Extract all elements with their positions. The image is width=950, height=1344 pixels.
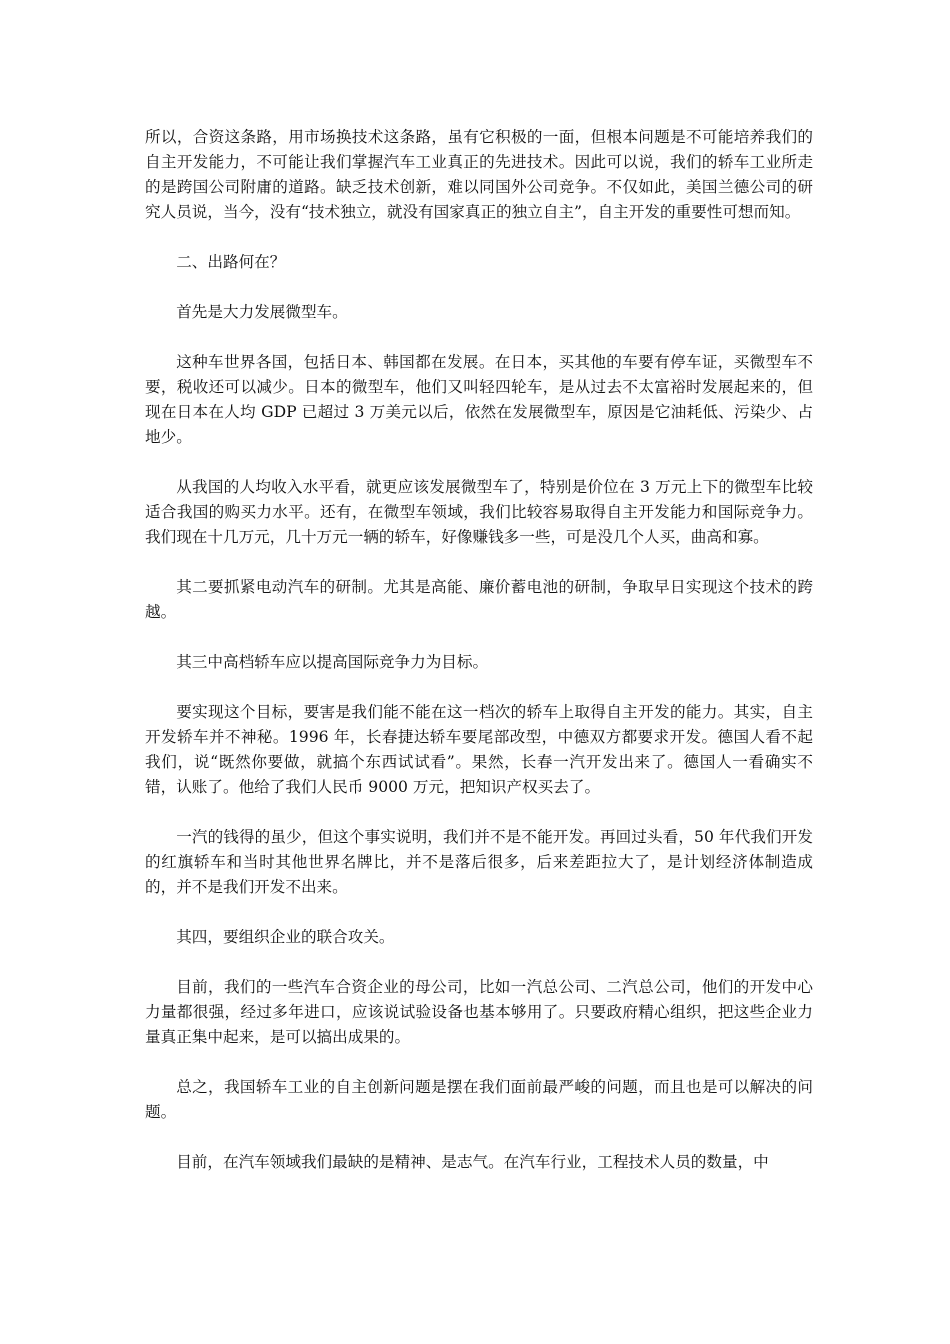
paragraph: 总之，我国轿车工业的自主创新问题是摆在我们面前最严峻的问题，而且也是可以解决的问题。 bbox=[145, 1078, 813, 1121]
paragraph: 其四，要组织企业的联合攻关。 bbox=[176, 928, 395, 946]
paragraph: 其二要抓紧电动汽车的研制。尤其是高能、廉价蓄电池的研制，争取早日实现这个技术的跨越。 bbox=[145, 578, 813, 621]
paragraph: 首先是大力发展微型车。 bbox=[176, 303, 348, 321]
document-body bbox=[145, 125, 813, 1200]
section-heading: 二、出路何在？ bbox=[176, 253, 286, 271]
paragraph: 所以，合资这条路，用市场换技术这条路，虽有它积极的一面，但根本问题是不可能培养我们的自主开发能力，不可能让我们掌握汽车工业真正的先进技术。因此可以说，我们的轿车工业所走的是跨国公司附庸的道路。缺乏技术创新，难以同国外公司竞争。不仅如此，美国兰德公司的研究人员说，当今，没有“技术独立，就没有国家真正的独立自主”，自主开发的重要性可想而知。 bbox=[145, 128, 813, 221]
paragraph: 目前，在汽车领域我们最缺的是精神、是志气。在汽车行业，工程技术人员的数量，中 bbox=[176, 1153, 769, 1171]
paragraph: 要实现这个目标，要害是我们能不能在这一档次的轿车上取得自主开发的能力。其实，自主开发轿车并不神秘。1996 年，长春捷达轿车要尾部改型，中德双方都要求开发。德国人看不起我们，说“既然你要做，就搞个东西试试看”。果然，长春一汽开发出来了。德国人一看确实不错，认账了。他给了我们人民币 9000 万元，把知识产权买去了。 bbox=[145, 703, 813, 796]
paragraph: 目前，我们的一些汽车合资企业的母公司，比如一汽总公司、二汽总公司，他们的开发中心力量都很强，经过多年进口，应该说试验设备也基本够用了。只要政府精心组织，把这些企业力量真正集中起来，是可以搞出成果的。 bbox=[145, 978, 813, 1046]
paragraph: 其三中高档轿车应以提高国际竞争力为目标。 bbox=[176, 653, 489, 671]
paragraph: 从我国的人均收入水平看，就更应该发展微型车了，特别是价位在 3 万元上下的微型车比较适合我国的购买力水平。还有，在微型车领域，我们比较容易取得自主开发能力和国际竞争力。我们现在十几万元，几十万元一辆的轿车，好像赚钱多一些，可是没几个人买，曲高和寡。 bbox=[145, 478, 813, 546]
paragraph: 这种车世界各国，包括日本、韩国都在发展。在日本，买其他的车要有停车证，买微型车不要，税收还可以减少。日本的微型车，他们又叫轻四轮车，是从过去不太富裕时发展起来的，但现在日本在人均 GDP 已超过 3 万美元以后，依然在发展微型车，原因是它油耗低、污染少、占地少。 bbox=[145, 353, 813, 446]
paragraph: 一汽的钱得的虽少，但这个事实说明，我们并不是不能开发。再回过头看，50 年代我们开发的红旗轿车和当时其他世界名牌比，并不是落后很多，后来差距拉大了，是计划经济体制造成的，并不是我们开发不出来。 bbox=[145, 828, 813, 896]
